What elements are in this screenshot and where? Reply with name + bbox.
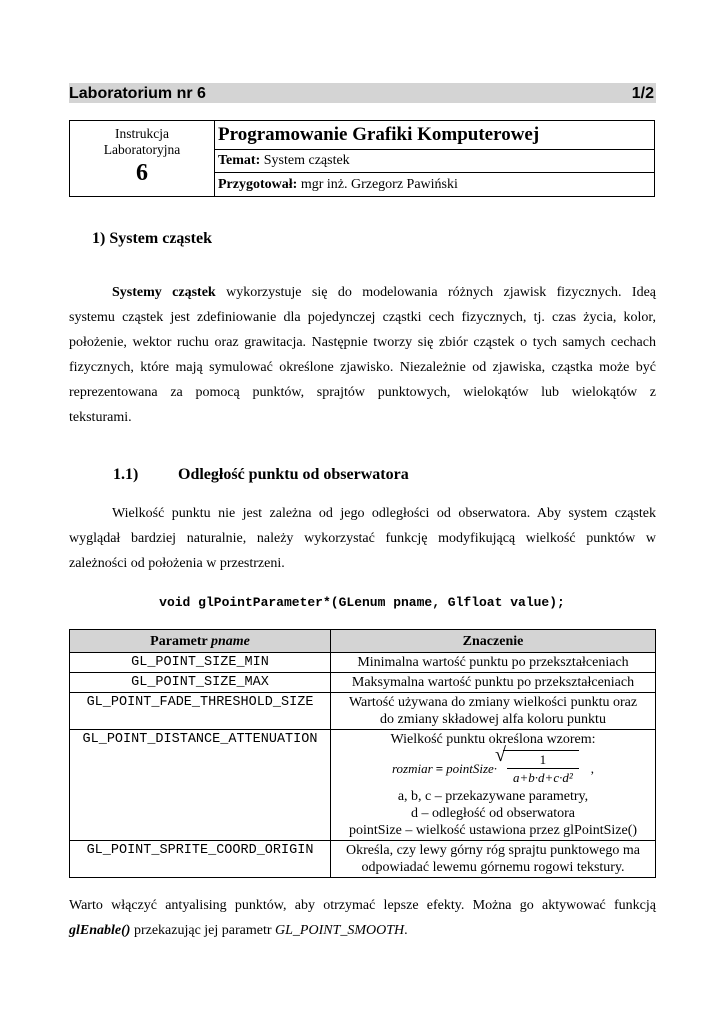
header-bar xyxy=(69,83,656,103)
prepared-row xyxy=(215,173,654,196)
formula-comma: , xyxy=(590,760,594,776)
param-column-header: Parametr pname xyxy=(70,630,331,653)
fraction-numerator: √ 1 xyxy=(539,752,547,767)
prepared-label: Przygotował: xyxy=(218,177,298,192)
param-name: GL_POINT_SIZE_MAX xyxy=(70,673,331,693)
paragraph-line: Wielkość punktu nie jest zależna od jego odległości od obserwatora. Aby system cząstek xyxy=(112,506,656,521)
section-1-1-number: 1.1) xyxy=(113,466,139,483)
param-meaning: Wartość używana do zmiany wielkości punktu oraz do zmiany składowej alfa koloru punktu xyxy=(331,693,656,730)
fraction-denominator: a+b·d+c·d² xyxy=(507,768,579,786)
info-box xyxy=(69,120,655,197)
parameters-table xyxy=(69,629,656,878)
table-row xyxy=(70,841,656,878)
laboratory-label: Laboratoryjna xyxy=(103,142,181,157)
table-row xyxy=(70,730,656,841)
lab-title: Laboratorium nr 6 xyxy=(69,85,206,102)
paragraph-line: Systemy cząstek wykorzystuje się do modelowania różnych zjawisk fizycznych. Ideą xyxy=(112,285,656,300)
table-row xyxy=(70,653,656,673)
instruction-cell xyxy=(70,121,215,196)
paragraph-line: teksturami. xyxy=(69,410,132,425)
instruction-number: 6 xyxy=(136,160,148,186)
formula-pointsize: pointSize· xyxy=(446,760,498,776)
table-row xyxy=(70,693,656,730)
paragraph-line: Warto włączyć antyalising punktów, aby otrzymać lepsze efekty. Można go aktywować funkcją xyxy=(69,898,656,913)
param-name: GL_POINT_SIZE_MIN xyxy=(70,653,331,673)
paragraph-line: wyglądał bardziej naturalnie, należy wykorzystać funkcję modyfikującą wielkość punktów w xyxy=(69,531,656,546)
paragraph-line: systemu cząstek jest zdefiniowanie dla pojedynczej cząstki cech fizycznych, tj. czas życia, kolor, xyxy=(69,310,656,325)
meaning-column-header: Znaczenie xyxy=(331,630,656,653)
formula-lhs: rozmiar xyxy=(391,760,433,776)
formula-equals: = xyxy=(435,760,444,776)
instruction-label: Instrukcja xyxy=(115,126,169,141)
param-constant: GL_POINT_SMOOTH xyxy=(275,923,405,938)
course-title: Programowanie Grafiki Komputerowej xyxy=(215,121,654,150)
section-1-1-paragraph xyxy=(69,501,656,576)
topic-label: Temat: xyxy=(218,153,261,168)
param-name: GL_POINT_FADE_THRESHOLD_SIZE xyxy=(70,693,331,730)
paragraph-line: zależności od położenia w przestrzeni. xyxy=(69,556,285,571)
param-meaning: Wielkość punktu określona wzorem: rozmiar = pointSize· √ $\frac{1}{\text{a+b·d+c·d²}}$ , a, b, c – przekazywane parametry, d – odległość od obserwatora pointSize – wielkość ustawiona przez glPointSize() xyxy=(331,730,656,841)
page-number: 1/2 xyxy=(631,85,654,102)
paragraph-line: położenie, wektor ruchu oraz grawitacja. Następnie tworzy się zbiór cząstek o tych samych cechach xyxy=(69,335,656,350)
square-root xyxy=(503,750,579,786)
section-1-paragraph xyxy=(69,280,656,430)
param-meaning: Minimalna wartość punktu po przekształceniach xyxy=(331,653,656,673)
paragraph-line: reprezentowana za pomocą punktów, sprajtów punktowych, wielokątów lub wielokątów z xyxy=(69,385,656,400)
closing-paragraph xyxy=(69,893,656,943)
fraction xyxy=(507,751,579,786)
prepared-value: mgr inż. Grzegorz Pawiński xyxy=(300,177,458,192)
param-name: GL_POINT_SPRITE_COORD_ORIGIN xyxy=(70,841,331,878)
topic-row xyxy=(215,150,654,173)
table-header-row xyxy=(70,630,656,653)
function-signature: void glPointParameter*(GLenum pname, Glfloat value); xyxy=(159,595,565,610)
param-meaning: Określa, czy lewy górny róg sprajtu punktowego ma odpowiadać lewemu górnemu rogowi tekstury. xyxy=(331,841,656,878)
function-name: glEnable() xyxy=(69,923,131,938)
topic-value: System cząstek xyxy=(263,153,350,168)
paragraph-line: glEnable() przekazując jej parametr GL_POINT_SMOOTH. xyxy=(69,923,408,938)
table-row xyxy=(70,673,656,693)
param-name: GL_POINT_DISTANCE_ATTENUATION xyxy=(70,730,331,841)
param-meaning: Maksymalna wartość punktu po przekształceniach xyxy=(331,673,656,693)
section-1-1-heading: Odległość punktu od obserwatora xyxy=(178,466,409,483)
attenuation-formula xyxy=(392,750,594,786)
section-1-heading: 1) System cząstek xyxy=(92,230,212,247)
paragraph-line: fizycznych, które mają symulować określone zjawisko. Niezależnie od zjawiska, cząstka może być xyxy=(69,360,656,375)
lead-term: Systemy cząstek xyxy=(112,285,216,300)
